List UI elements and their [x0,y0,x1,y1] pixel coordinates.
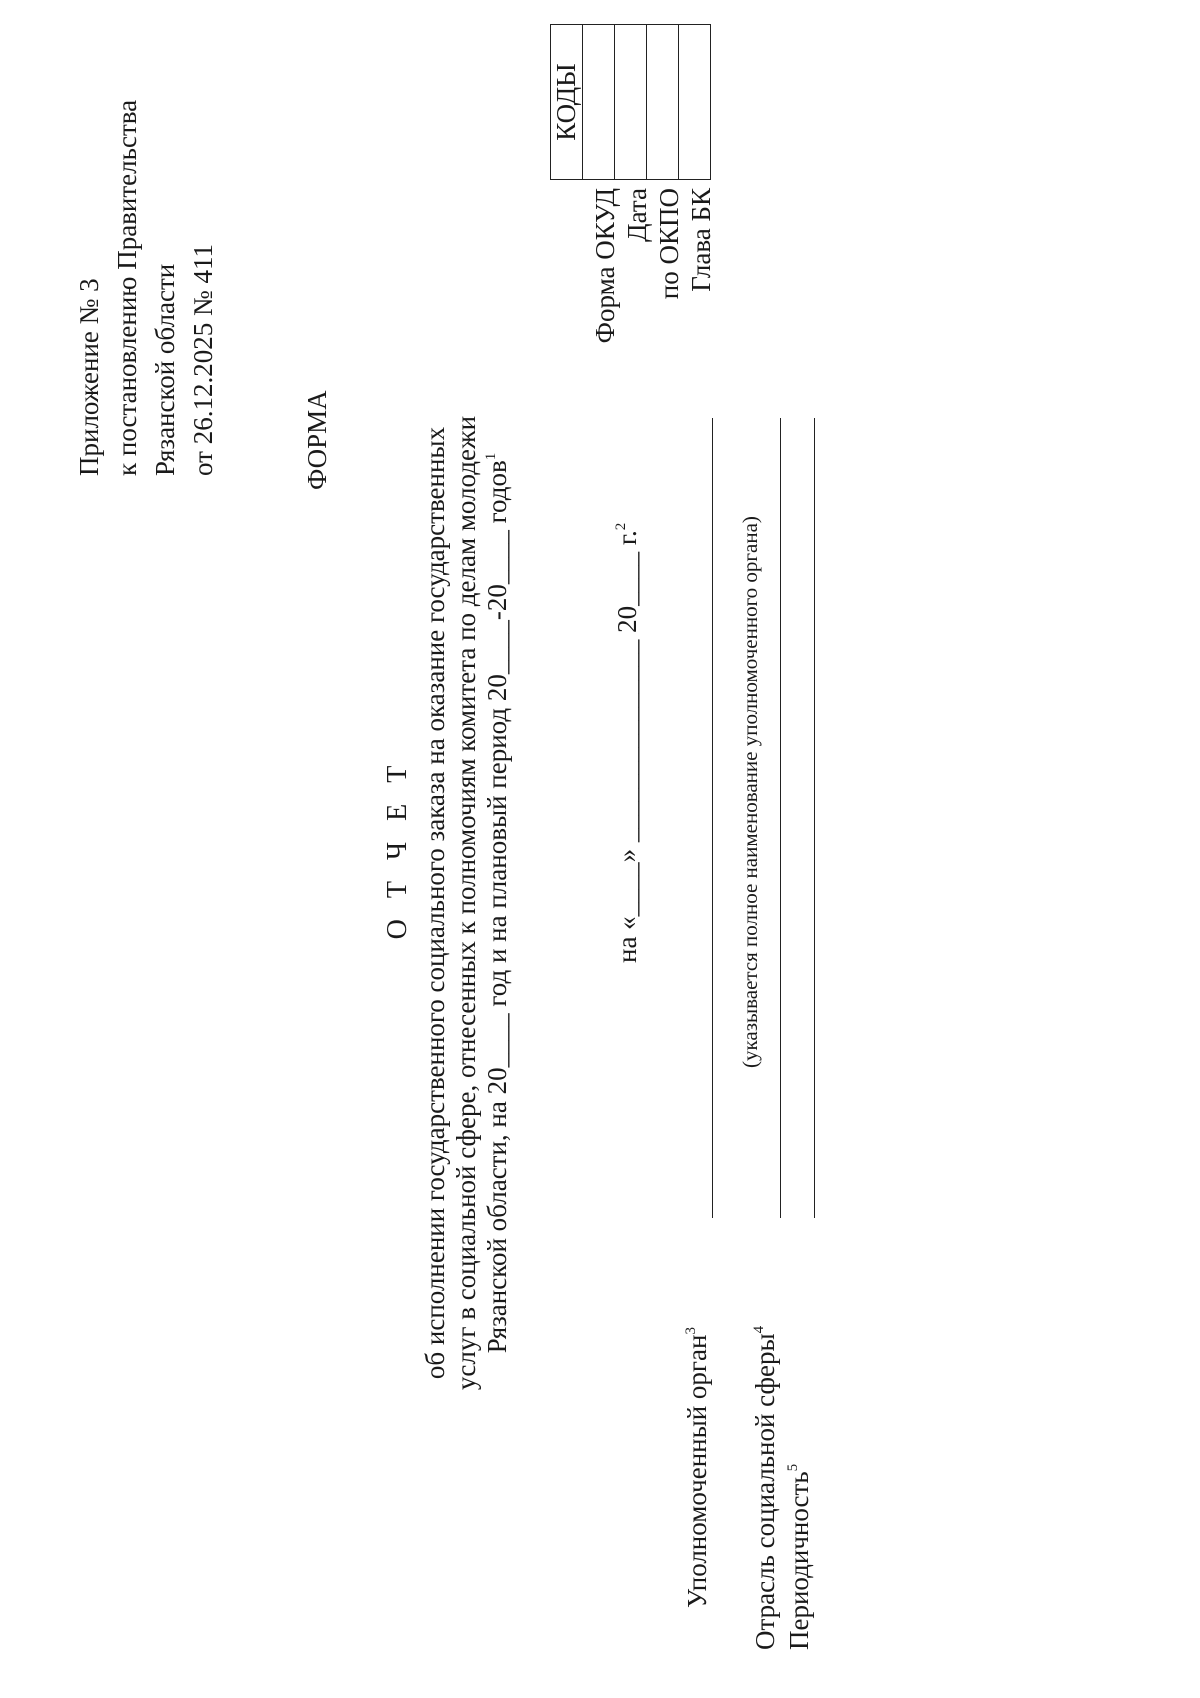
sector-input-line[interactable] [780,418,781,1218]
periodicity-input-line[interactable] [814,418,815,1218]
report-subtitle [420,353,513,1453]
periodicity-label-text: Периодичность [784,1471,814,1650]
subtitle-line: услуг в социальной сфере, отнесенных к полномочиям комитета по делам молодежи [451,415,481,1391]
sector-label-text: Отрасль социальной сферы [750,1333,780,1650]
footnote-marker: 2 [613,522,629,531]
footnote-marker: 5 [785,1463,801,1472]
code-label-okud: Форма ОКУД [590,188,620,344]
code-label-bk: Глава БК [686,188,716,292]
codes-table [550,24,711,180]
subtitle-line [482,353,513,1453]
footnote-marker: 3 [683,1327,699,1335]
appendix-block [70,36,222,476]
subtitle-line: об исполнении государственного социального заказа на оказание государственных [420,426,450,1380]
authority-input-line[interactable] [712,418,713,1218]
report-date-text: на «____» _______________ 20____ г. [612,530,642,963]
authority-label [682,1327,713,1608]
code-label-okpo: по ОКПО [654,188,684,300]
authority-hint: (указывается полное наименование уполномоченного органа) [738,516,762,1068]
code-cell-date[interactable] [615,25,647,180]
authority-label-text: Уполномоченный орган [682,1334,712,1608]
code-cell-okpo[interactable] [647,25,679,180]
report-date-line [612,523,643,963]
footnote-marker: 1 [483,452,499,461]
appendix-line: Приложение № 3 [74,278,104,476]
footnote-marker: 4 [751,1325,767,1334]
subtitle-line-text: Рязанской области, на 20____ год и на плановый период 20____-20____ годов [482,460,512,1354]
code-label-date: Дата [622,188,652,242]
codes-header: КОДЫ [551,25,583,180]
appendix-line: к постановлению Правительства [112,99,142,476]
periodicity-label [784,1464,815,1650]
appendix-line: от 26.12.2025 № 411 [188,244,218,476]
report-title: О Т Ч Е Т [382,758,413,940]
code-cell-okud[interactable] [583,25,615,180]
appendix-line: Рязанской области [150,263,180,476]
sector-label [750,1326,781,1650]
code-cell-bk[interactable] [679,25,711,180]
form-label: ФОРМА [302,390,332,490]
